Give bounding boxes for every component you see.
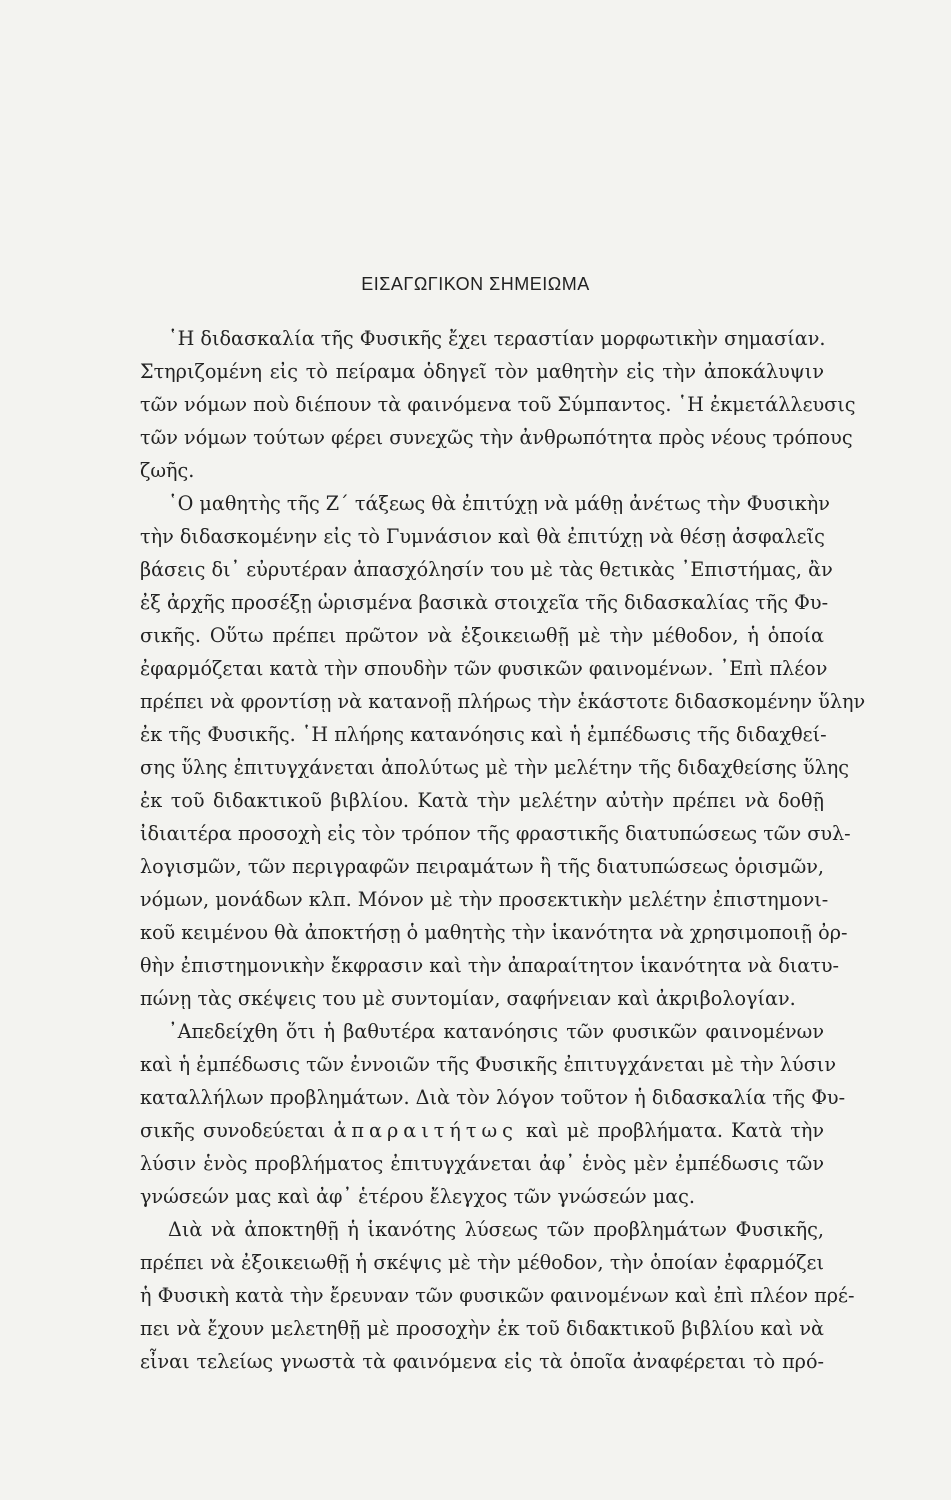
text-line: πώνῃ τὰς σκέψεις του μὲ συντομίαν, σαφήνειαν καὶ ἀκριβολογίαν.	[140, 987, 796, 1010]
text-fragment: καὶ μὲ προβλήματα. Κατὰ τὴν	[526, 1119, 824, 1142]
emphasized-word: ἀπαραιτήτως	[333, 1119, 518, 1142]
text-line: ἐκ τῆς Φυσικῆς. ῾Η πλήρης κατανόησις καὶ ἡ ἐμπέδωσις τῆς διδαχθεί-	[140, 723, 827, 746]
text-line: ἐκ τοῦ διδακτικοῦ βιβλίου. Κατὰ τὴν μελέτην αὐτὴν πρέπει νὰ δοθῇ	[140, 789, 824, 812]
text-line: θὴν ἐπιστημονικὴν ἔκφρασιν καὶ τὴν ἀπαραίτητον ἱκανότητα νὰ διατυ-	[140, 954, 840, 977]
text-line: σης ὕλης ἐπιτυγχάνεται ἀπολύτως μὲ τὴν μελέτην τῆς διδαχθείσης ὕλης	[140, 756, 850, 779]
text-line: σικῆς. Οὕτω πρέπει πρῶτον νὰ ἐξοικειωθῇ μὲ τὴν μέθοδον, ἡ ὁποία	[140, 624, 824, 647]
text-line: νόμων, μονάδων κλπ. Μόνον μὲ τὴν προσεκτικὴν μελέτην ἐπιστημονι-	[140, 888, 829, 911]
text-line: ἐφαρμόζεται κατὰ τὴν σπουδὴν τῶν φυσικῶν φαινομένων. ᾿Επὶ πλέον	[140, 657, 828, 680]
text-line: πρέπει νὰ φροντίσῃ νὰ κατανοῇ πλήρως τὴν ἑκάστοτε διδασκομένην ὕλην	[140, 690, 866, 713]
text-line: λογισμῶν, τῶν περιγραφῶν πειραμάτων ἢ τῆς διατυπώσεως ὁρισμῶν,	[140, 855, 824, 878]
text-line: ἐξ ἀρχῆς προσέξῃ ὡρισμένα βασικὰ στοιχεῖα τῆς διδασκαλίας τῆς Φυ-	[140, 591, 829, 614]
text-line: ἡ Φυσικὴ κατὰ τὴν ἔρευναν τῶν φυσικῶν φαινομένων καὶ ἐπὶ πλέον πρέ-	[140, 1284, 855, 1307]
text-line: Διὰ νὰ ἀποκτηθῇ ἡ ἱκανότης λύσεως τῶν προβλημάτων Φυσικῆς,	[168, 1218, 824, 1241]
text-line: ῾Η διδασκαλία τῆς Φυσικῆς ἔχει τεραστίαν μορφωτικὴν σημασίαν.	[168, 327, 826, 350]
text-line: βάσεις δι᾿ εὐρυτέραν ἀπασχόλησίν του μὲ τὰς θετικὰς ᾿Επιστήμας, ἂν	[140, 558, 833, 581]
text-line: Στηριζομένη εἰς τὸ πείραμα ὁδηγεῖ τὸν μαθητὴν εἰς τὴν ἀποκάλυψιν	[140, 360, 824, 383]
text-line: τὴν διδασκομένην εἰς τὸ Γυμνάσιον καὶ θὰ ἐπιτύχῃ νὰ θέσῃ ἀσφαλεῖς	[140, 525, 825, 548]
text-line: τῶν νόμων τούτων φέρει συνεχῶς τὴν ἀνθρωπότητα πρὸς νέους τρόπους	[140, 426, 853, 449]
text-line: πει νὰ ἔχουν μελετηθῇ μὲ προσοχὴν ἐκ τοῦ διδακτικοῦ βιβλίου καὶ νὰ	[140, 1317, 824, 1340]
text-line: ἰδιαιτέρα προσοχὴ εἰς τὸν τρόπον τῆς φραστικῆς διατυπώσεως τῶν συλ-	[140, 822, 851, 845]
text-line: καταλλήλων προβλημάτων. Διὰ τὸν λόγον τοῦτον ἡ διδασκαλία τῆς Φυ-	[140, 1086, 846, 1109]
text-line	[140, 1115, 824, 1147]
text-line: τῶν νόμων ποὺ διέπουν τὰ φαινόμενα τοῦ Σύμπαντος. ῾Η ἐκμετάλλευσις	[140, 393, 856, 416]
page-title: ΕΙΣΑΓΩΓΙΚΟΝ ΣΗΜΕΙΩΜΑ	[361, 274, 590, 294]
text-line: κοῦ κειμένου θὰ ἀποκτήσῃ ὁ μαθητὴς τὴν ἱκανότητα νὰ χρησιμοποιῇ ὀρ-	[140, 921, 848, 944]
text-line: ῾Ο μαθητὴς τῆς Ζ΄ τάξεως θὰ ἐπιτύχῃ νὰ μάθῃ ἀνέτως τὴν Φυσικὴν	[168, 492, 830, 515]
text-line: ᾿Απεδείχθη ὅτι ἡ βαθυτέρα κατανόησις τῶν φυσικῶν φαινομένων	[168, 1020, 824, 1043]
text-line: καὶ ἡ ἐμπέδωσις τῶν ἐννοιῶν τῆς Φυσικῆς ἐπιτυγχάνεται μὲ τὴν λύσιν	[140, 1053, 836, 1076]
text-line: ζωῆς.	[140, 459, 195, 482]
text-line: πρέπει νὰ ἐξοικειωθῇ ἡ σκέψις μὲ τὴν μέθοδον, τὴν ὁποίαν ἐφαρμόζει	[140, 1251, 824, 1274]
text-line: εἶναι τελείως γνωστὰ τὰ φαινόμενα εἰς τὰ ὁποῖα ἀναφέρεται τὸ πρό-	[140, 1350, 824, 1373]
text-fragment: σικῆς συνοδεύεται	[140, 1119, 326, 1142]
text-line: γνώσεών μας καὶ ἀφ᾿ ἑτέρου ἔλεγχος τῶν γνώσεών μας.	[140, 1185, 696, 1208]
text-line: λύσιν ἑνὸς προβλήματος ἐπιτυγχάνεται ἀφ᾿ ἑνὸς μὲν ἐμπέδωσις τῶν	[140, 1152, 824, 1175]
